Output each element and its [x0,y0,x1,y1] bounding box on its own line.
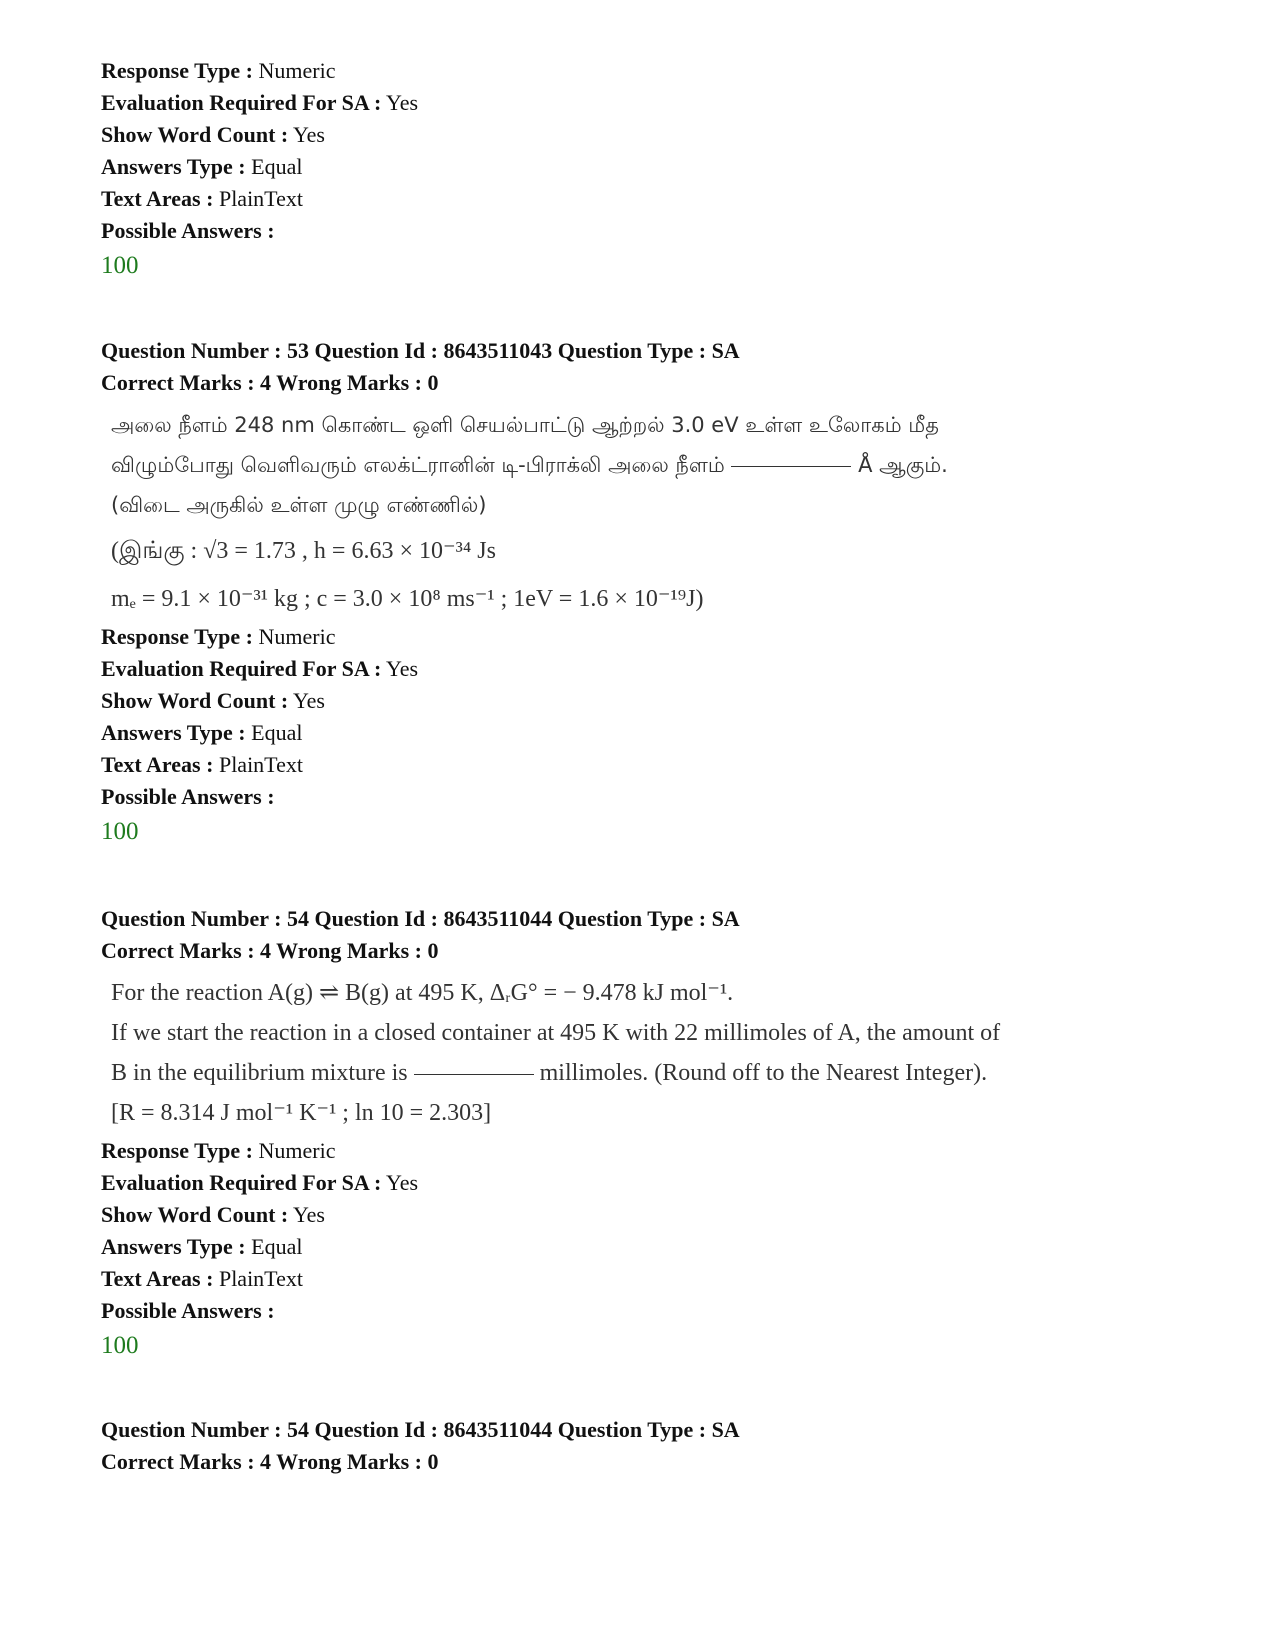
answers-type-row [101,151,418,183]
value: Numeric [258,58,336,83]
question-text-line: அலை நீளம் 248 nm கொண்ட ஒளி செயல்பாட்டு ஆற்றல் 3.0 eV உள்ள உலோகம் மீத [111,413,939,437]
text: B in the equilibrium mixture is [111,1060,408,1086]
question-54 [101,903,1000,1363]
value: Numeric [258,624,336,649]
question-marks: Correct Marks : 4 Wrong Marks : 0 [101,938,439,963]
label: Text Areas : [101,1266,214,1291]
value: Yes [292,122,325,147]
label: Response Type : [101,1138,253,1163]
label: Show Word Count : [101,688,289,713]
text: Å ஆகும். [858,453,948,477]
question-text-line: [R = 8.314 J mol⁻¹ K⁻¹ ; ln 10 = 2.303] [111,1100,492,1126]
possible-answers-row [101,215,418,247]
question-meta [101,621,948,849]
previous-question-meta [101,55,418,283]
question-header: Question Number : 54 Question Id : 8643511044 Question Type : SA [101,906,740,931]
label: Text Areas : [101,186,214,211]
value: Yes [292,688,325,713]
value: Yes [386,90,419,115]
label: Evaluation Required For SA : [101,656,382,681]
label: Answers Type : [101,720,246,745]
answer-blank [731,465,851,467]
question-header: Question Number : 53 Question Id : 8643511043 Question Type : SA [101,338,740,363]
evaluation-row [101,87,418,119]
label: Answers Type : [101,154,246,179]
label: Possible Answers : [101,218,275,243]
question-text-line: mₑ = 9.1 × 10⁻³¹ kg ; c = 3.0 × 10⁸ ms⁻¹ ; 1eV = 1.6 × 10⁻¹⁹J) [111,586,704,612]
label: Show Word Count : [101,122,289,147]
value: Yes [386,1170,419,1195]
label: Possible Answers : [101,784,275,809]
answer-blank [414,1073,534,1075]
value: PlainText [218,1266,303,1291]
question-marks: Correct Marks : 4 Wrong Marks : 0 [101,1449,439,1474]
possible-answer-value: 100 [101,818,139,845]
question-text-line: If we start the reaction in a closed container at 495 K with 22 millimoles of A, the amount of [111,1020,1001,1046]
text: millimoles. (Round off to the Nearest Integer). [539,1060,988,1086]
label: Response Type : [101,624,253,649]
value: Numeric [258,1138,336,1163]
question-54-repeat [101,1414,740,1478]
question-text-line [101,1053,1000,1093]
value: Equal [251,720,303,745]
value: PlainText [218,186,303,211]
text: விழும்போது வெளிவரும் எலக்ட்ரானின் டி-பிராக்லி அலை நீளம் [111,453,725,477]
value: Equal [251,154,303,179]
word-count-row [101,119,418,151]
question-text-line [101,445,948,485]
value: PlainText [218,752,303,777]
question-53 [101,335,948,849]
question-text-line: For the reaction A(g) ⇌ B(g) at 495 K, ΔᵣG° = − 9.478 kJ mol⁻¹. [111,980,734,1006]
label: Evaluation Required For SA : [101,1170,382,1195]
label: Response Type : [101,58,253,83]
value: Yes [386,656,419,681]
question-text-line: (விடை அருகில் உள்ள முழு எண்ணில்) [111,493,487,517]
label: Show Word Count : [101,1202,289,1227]
question-text-image [101,405,948,619]
question-marks: Correct Marks : 4 Wrong Marks : 0 [101,370,439,395]
question-meta [101,1135,1000,1363]
question-text-image [101,973,1000,1133]
response-type-row [101,55,418,87]
label: Answers Type : [101,1234,246,1259]
value: Equal [251,1234,303,1259]
question-header: Question Number : 54 Question Id : 8643511044 Question Type : SA [101,1417,740,1442]
label: Possible Answers : [101,1298,275,1323]
label: Evaluation Required For SA : [101,90,382,115]
possible-answer-value: 100 [101,1332,139,1359]
question-text-line: (இங்கு : √3 = 1.73 , h = 6.63 × 10⁻³⁴ Js [111,538,496,564]
text-areas-row [101,183,418,215]
label: Text Areas : [101,752,214,777]
possible-answer-value: 100 [101,252,139,279]
value: Yes [292,1202,325,1227]
